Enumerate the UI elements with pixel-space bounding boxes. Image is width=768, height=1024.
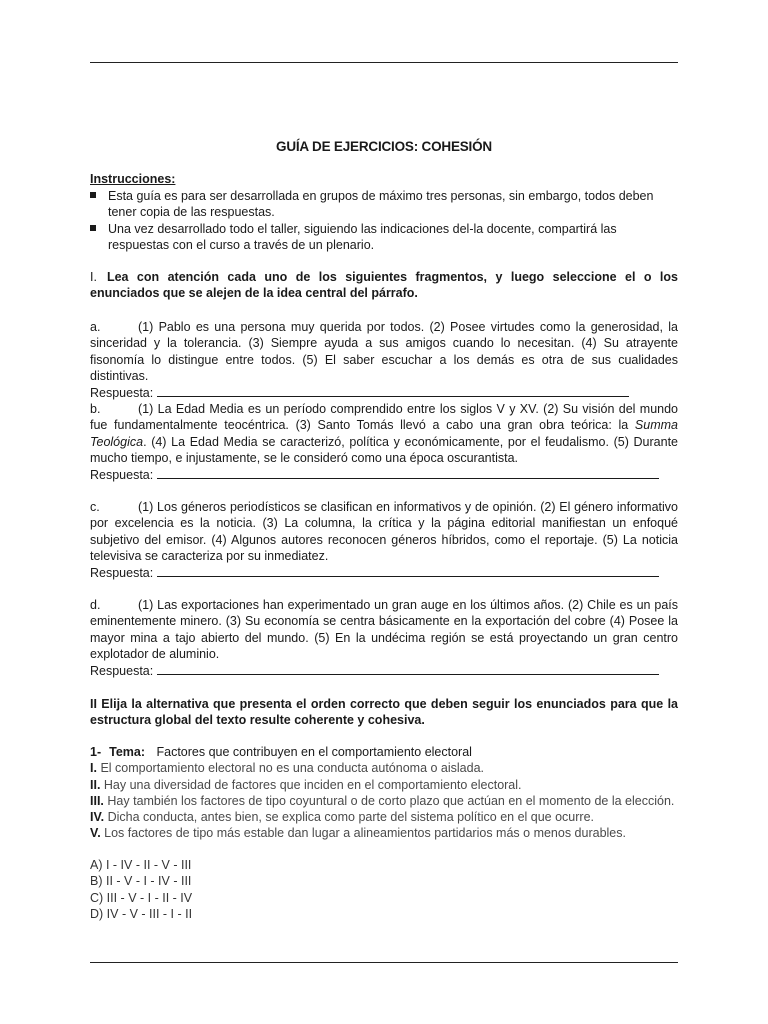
item-text: (1) Pablo es una persona muy querida por todos. (2) Posee virtudes como la generosidad, la sinceridad y la tolerancia. (3) Siempre ayuda a sus amigos cuando lo necesitan. (4) Su atrayente fisonomía lo distingue entre todos. (5) El saber escuchar a los demás es otra de sus cualidades distintivas. <box>90 320 678 383</box>
answer-line <box>90 384 678 401</box>
question-1 <box>90 744 678 842</box>
exercise-item-a <box>90 319 678 401</box>
square-bullet-icon <box>90 225 96 231</box>
instruction-text: Una vez desarrollado todo el taller, siguiendo las indicaciones del-la docente, compartirá las respuestas con el curso a través de un plenario. <box>108 221 617 252</box>
option-b[interactable]: B) II - V - I - IV - III <box>90 874 192 889</box>
exercise-item-d <box>90 597 678 679</box>
section2-prompt: II Elija la alternativa que presenta el orden correcto que deben seguir los enunciados para que la estructura global del texto resulte coherente y cohesiva. <box>90 697 678 728</box>
item-letter: c. <box>90 500 100 514</box>
statement-numeral: IV. <box>90 810 105 825</box>
instructions-list <box>90 188 678 253</box>
answer-line <box>90 466 678 483</box>
answer-blank[interactable] <box>157 466 659 479</box>
section1-number: I. <box>90 270 97 284</box>
statement-numeral: III. <box>90 793 104 808</box>
answer-label: Respuesta: <box>90 566 154 581</box>
answer-blank[interactable] <box>157 384 629 397</box>
option-a[interactable]: A) I - IV - II - V - III <box>90 858 192 872</box>
item-text: (1) Los géneros periodísticos se clasifican en informativos y de opinión. (2) El género informativo por excelencia es la noticia. (3) La columna, la crítica y la página editorial manifiestan un enfoqué subjetivo del emisor. (4) Algunos autores reconocen géneros híbridos, como el reportaje. (5) La noticia televisiva se caracteriza por su inmediatez. <box>90 500 678 563</box>
statement-text: Hay una diversidad de factores que inciden en el comportamiento electoral. <box>103 777 522 792</box>
statement-I <box>90 760 678 776</box>
bottom-rule <box>90 962 678 963</box>
item-letter: a. <box>90 320 101 334</box>
answer-label: Respuesta: <box>90 468 154 483</box>
item-text: (1) Las exportaciones han experimentado un gran auge en los últimos años. (2) Chile es un país eminentemente minero. (3) Su economía se centra básicamente en la exportación del cobre (4) Posee la mayor mina a tajo abierto del mundo. (5) En la undécima región se está proyectando un gran centro explotador de aluminio. <box>90 598 678 661</box>
instruction-text: Esta guía es para ser desarrollada en grupos de máximo tres personas, sin embargo, todos deben tener copia de las respuestas. <box>108 189 654 220</box>
answer-blank[interactable] <box>157 564 659 577</box>
answer-options <box>90 857 678 922</box>
question-number: 1- <box>90 745 102 759</box>
statement-IV <box>90 809 678 825</box>
statement-text: Dicha conducta, antes bien, se explica como parte del sistema político en el que ocurre. <box>107 810 595 825</box>
instruction-item <box>90 188 678 221</box>
item-letter: d. <box>90 598 101 612</box>
exercise-item-b <box>90 401 678 483</box>
statement-text: Hay también los factores de tipo coyuntural o de corto plazo que actúan en el momento de la elección. <box>107 793 675 808</box>
item-text: . (4) La Edad Media se caracterizó, política y económicamente, por el feudalismo. (5) Durante mucho tiempo, e injustamente, se le consideró como una época oscurantista. <box>90 434 678 465</box>
topic-label: Tema: <box>109 745 146 759</box>
item-text-italic: Summa Teológica <box>90 418 678 449</box>
statement-II <box>90 777 678 793</box>
answer-line <box>90 564 678 581</box>
section1-prompt <box>90 269 678 302</box>
statement-text: El comportamiento electoral no es una conducta autónoma o aislada. <box>100 761 485 776</box>
option-c[interactable]: C) III - V - I - II - IV <box>90 890 193 905</box>
answer-line <box>90 662 678 679</box>
page-title: GUÍA DE EJERCICIOS: COHESIÓN <box>276 139 492 154</box>
statement-text: Los factores de tipo más estable dan lugar a alineamientos partidarios más o menos durables. <box>104 826 626 841</box>
instructions-heading: Instrucciones: <box>90 172 176 186</box>
statement-numeral: I. <box>90 761 97 776</box>
statement-numeral: V. <box>90 826 101 841</box>
topic-text: Factores que contribuyen en el comportamiento electoral <box>156 745 472 759</box>
question-topic <box>90 744 678 760</box>
exercise-item-c <box>90 499 678 581</box>
option-d[interactable]: D) IV - V - III - I - II <box>90 906 193 921</box>
answer-label: Respuesta: <box>90 386 154 401</box>
section1-prompt-text: Lea con atención cada uno de los siguientes fragmentos, y luego seleccione el o los enunciados que se alejen de la idea central del párrafo. <box>90 270 678 301</box>
answer-label: Respuesta: <box>90 664 154 679</box>
statement-numeral: II. <box>90 777 101 792</box>
item-text: (1) La Edad Media es un período comprendido entre los siglos V y XV. (2) Su visión del mundo fue fundamentalmente teocéntrica. (3) Santo Tomás llevó a cabo una gran obra teórica: la <box>90 402 678 433</box>
answer-blank[interactable] <box>157 662 659 675</box>
top-rule <box>90 62 678 63</box>
item-letter: b. <box>90 402 101 416</box>
instruction-item <box>90 221 678 254</box>
square-bullet-icon <box>90 192 96 198</box>
statement-V <box>90 825 678 841</box>
statement-III <box>90 793 678 809</box>
